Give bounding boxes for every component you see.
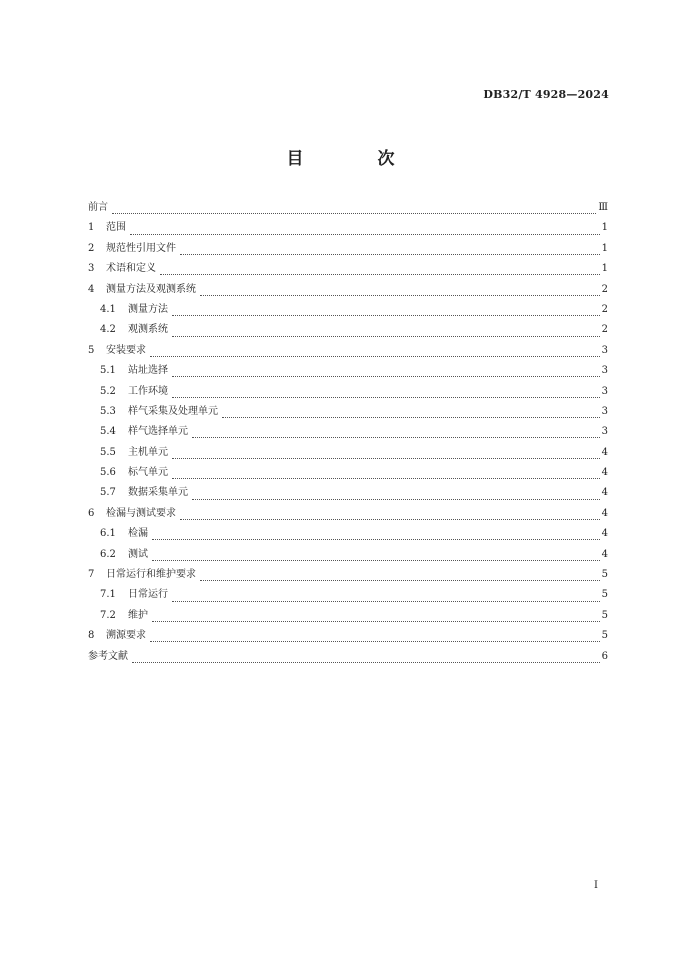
toc-entry-page: 5: [601, 609, 608, 621]
toc-entry-label: 规范性引用文件: [106, 242, 176, 254]
toc-entry-number: 5.4: [100, 426, 116, 438]
toc-entry-page: 2: [601, 324, 608, 336]
toc-entry-number: 3: [88, 263, 95, 275]
page-title: 目 次: [286, 149, 429, 169]
toc-dot-leader: [152, 620, 600, 622]
toc-entry-number: 5.2: [100, 385, 116, 397]
toc-entry-page: 6: [601, 650, 608, 662]
toc-entry-number: 5: [88, 344, 95, 356]
toc-entry[interactable]: [88, 588, 608, 608]
toc-entry-page: 1: [601, 242, 608, 254]
toc-dot-leader: [180, 518, 600, 520]
toc-dot-leader: [172, 335, 600, 337]
toc-entry-label: 范围: [106, 222, 126, 234]
toc-dot-leader: [192, 436, 600, 438]
toc-entry[interactable]: [88, 221, 608, 241]
toc-entry-page: 1: [601, 222, 608, 234]
toc-entry-page: 4: [601, 467, 608, 479]
toc-entry[interactable]: [88, 242, 608, 262]
toc-entry[interactable]: [88, 446, 608, 466]
toc-dot-leader: [180, 253, 600, 255]
toc-entry-label: 日常运行和维护要求: [106, 569, 196, 581]
toc-entry-number: 7.2: [100, 609, 116, 621]
toc-entry[interactable]: [88, 650, 608, 670]
toc-entry[interactable]: [88, 629, 608, 649]
toc-entry-page: 5: [601, 630, 608, 642]
toc-dot-leader: [112, 212, 596, 214]
toc-entry-label: 观测系统: [128, 324, 168, 336]
toc-entry-page: 4: [601, 487, 608, 499]
toc-entry-page: 4: [601, 446, 608, 458]
toc-entry-page: 4: [601, 528, 608, 540]
toc-entry-label: 样气采集及处理单元: [128, 405, 218, 417]
toc-entry-page: 4: [601, 548, 608, 560]
toc-entry-label: 测量方法: [128, 303, 168, 315]
toc-entry-page: 1: [601, 263, 608, 275]
toc-entry-page: 3: [601, 344, 608, 356]
toc-entry-number: 8: [88, 630, 95, 642]
toc-entry-number: 5.3: [100, 405, 116, 417]
toc-entry[interactable]: [88, 283, 608, 303]
toc-entry-number: 7: [88, 569, 95, 581]
toc-entry-number: 5.5: [100, 446, 116, 458]
toc-entry-number: 6: [88, 507, 95, 519]
toc-entry-label: 前言: [88, 202, 108, 213]
toc-dot-leader: [132, 661, 600, 663]
toc-entry-label: 溯源要求: [106, 630, 146, 642]
toc-entry-page: 5: [601, 569, 608, 581]
toc-entry-label: 标气单元: [128, 467, 168, 479]
toc-dot-leader: [172, 314, 600, 316]
toc-entry-page: 3: [601, 365, 608, 377]
toc-entry[interactable]: [88, 303, 608, 323]
toc-entry-number: 6.1: [100, 528, 116, 540]
page-number: Ⅰ: [594, 880, 598, 891]
toc-entry-number: 4.2: [100, 324, 116, 336]
toc-entry-label: 站址选择: [128, 365, 168, 377]
toc-entry-label: 主机单元: [128, 446, 168, 458]
document-code: DB32/T 4928—2024: [483, 88, 609, 101]
toc-dot-leader: [222, 416, 600, 418]
toc-entry-page: 3: [601, 426, 608, 438]
toc-dot-leader: [160, 273, 600, 275]
toc-dot-leader: [200, 579, 600, 581]
toc-dot-leader: [150, 355, 600, 357]
toc-dot-leader: [152, 538, 600, 540]
toc-entry-label: 测试: [128, 548, 148, 560]
toc-dot-leader: [172, 477, 600, 479]
toc-entry[interactable]: [88, 425, 608, 445]
table-of-contents: [88, 201, 608, 670]
toc-entry-number: 4: [88, 283, 95, 295]
toc-entry-label: 样气选择单元: [128, 426, 188, 438]
toc-entry-number: 5.1: [100, 365, 116, 377]
toc-entry-number: 2: [88, 242, 95, 254]
toc-entry[interactable]: [88, 262, 608, 282]
toc-entry[interactable]: [88, 385, 608, 405]
toc-entry[interactable]: [88, 323, 608, 343]
toc-entry-label: 日常运行: [128, 589, 168, 601]
toc-entry[interactable]: [88, 466, 608, 486]
toc-entry[interactable]: [88, 364, 608, 384]
toc-entry-number: 5.7: [100, 487, 116, 499]
toc-entry-label: 参考文献: [88, 650, 128, 662]
toc-dot-leader: [172, 396, 600, 398]
toc-entry-page: 2: [601, 283, 608, 295]
toc-dot-leader: [192, 498, 600, 500]
toc-dot-leader: [172, 375, 600, 377]
toc-entry-page: 2: [601, 303, 608, 315]
toc-entry[interactable]: [88, 609, 608, 629]
toc-entry-label: 术语和定义: [106, 263, 156, 275]
toc-entry-label: 检漏: [128, 528, 148, 540]
toc-dot-leader: [152, 559, 600, 561]
toc-entry[interactable]: [88, 548, 608, 568]
toc-entry[interactable]: [88, 507, 608, 527]
toc-entry[interactable]: [88, 527, 608, 547]
toc-dot-leader: [172, 600, 600, 602]
toc-entry-label: 安装要求: [106, 344, 146, 356]
toc-entry-label: 工作环境: [128, 385, 168, 397]
toc-entry[interactable]: [88, 568, 608, 588]
toc-entry[interactable]: [88, 405, 608, 425]
toc-entry-label: 检漏与测试要求: [106, 507, 176, 519]
toc-entry-number: 1: [88, 222, 95, 234]
toc-entry-number: 5.6: [100, 467, 116, 479]
toc-entry-label: 测量方法及观测系统: [106, 283, 196, 295]
toc-entry-number: 7.1: [100, 589, 116, 601]
toc-dot-leader: [130, 233, 600, 235]
toc-entry-page: 3: [601, 385, 608, 397]
toc-entry[interactable]: [88, 486, 608, 506]
toc-dot-leader: [200, 294, 600, 296]
toc-entry-label: 数据采集单元: [128, 487, 188, 499]
toc-entry-page: 3: [601, 405, 608, 417]
toc-entry-number: 6.2: [100, 548, 116, 560]
toc-entry-label: 维护: [128, 609, 148, 621]
toc-entry[interactable]: [88, 201, 608, 221]
toc-dot-leader: [150, 640, 600, 642]
toc-entry-page: Ⅲ: [598, 202, 608, 213]
toc-entry-page: 4: [601, 507, 608, 519]
toc-entry-page: 5: [601, 589, 608, 601]
toc-entry[interactable]: [88, 344, 608, 364]
toc-dot-leader: [172, 457, 600, 459]
toc-entry-number: 4.1: [100, 303, 116, 315]
